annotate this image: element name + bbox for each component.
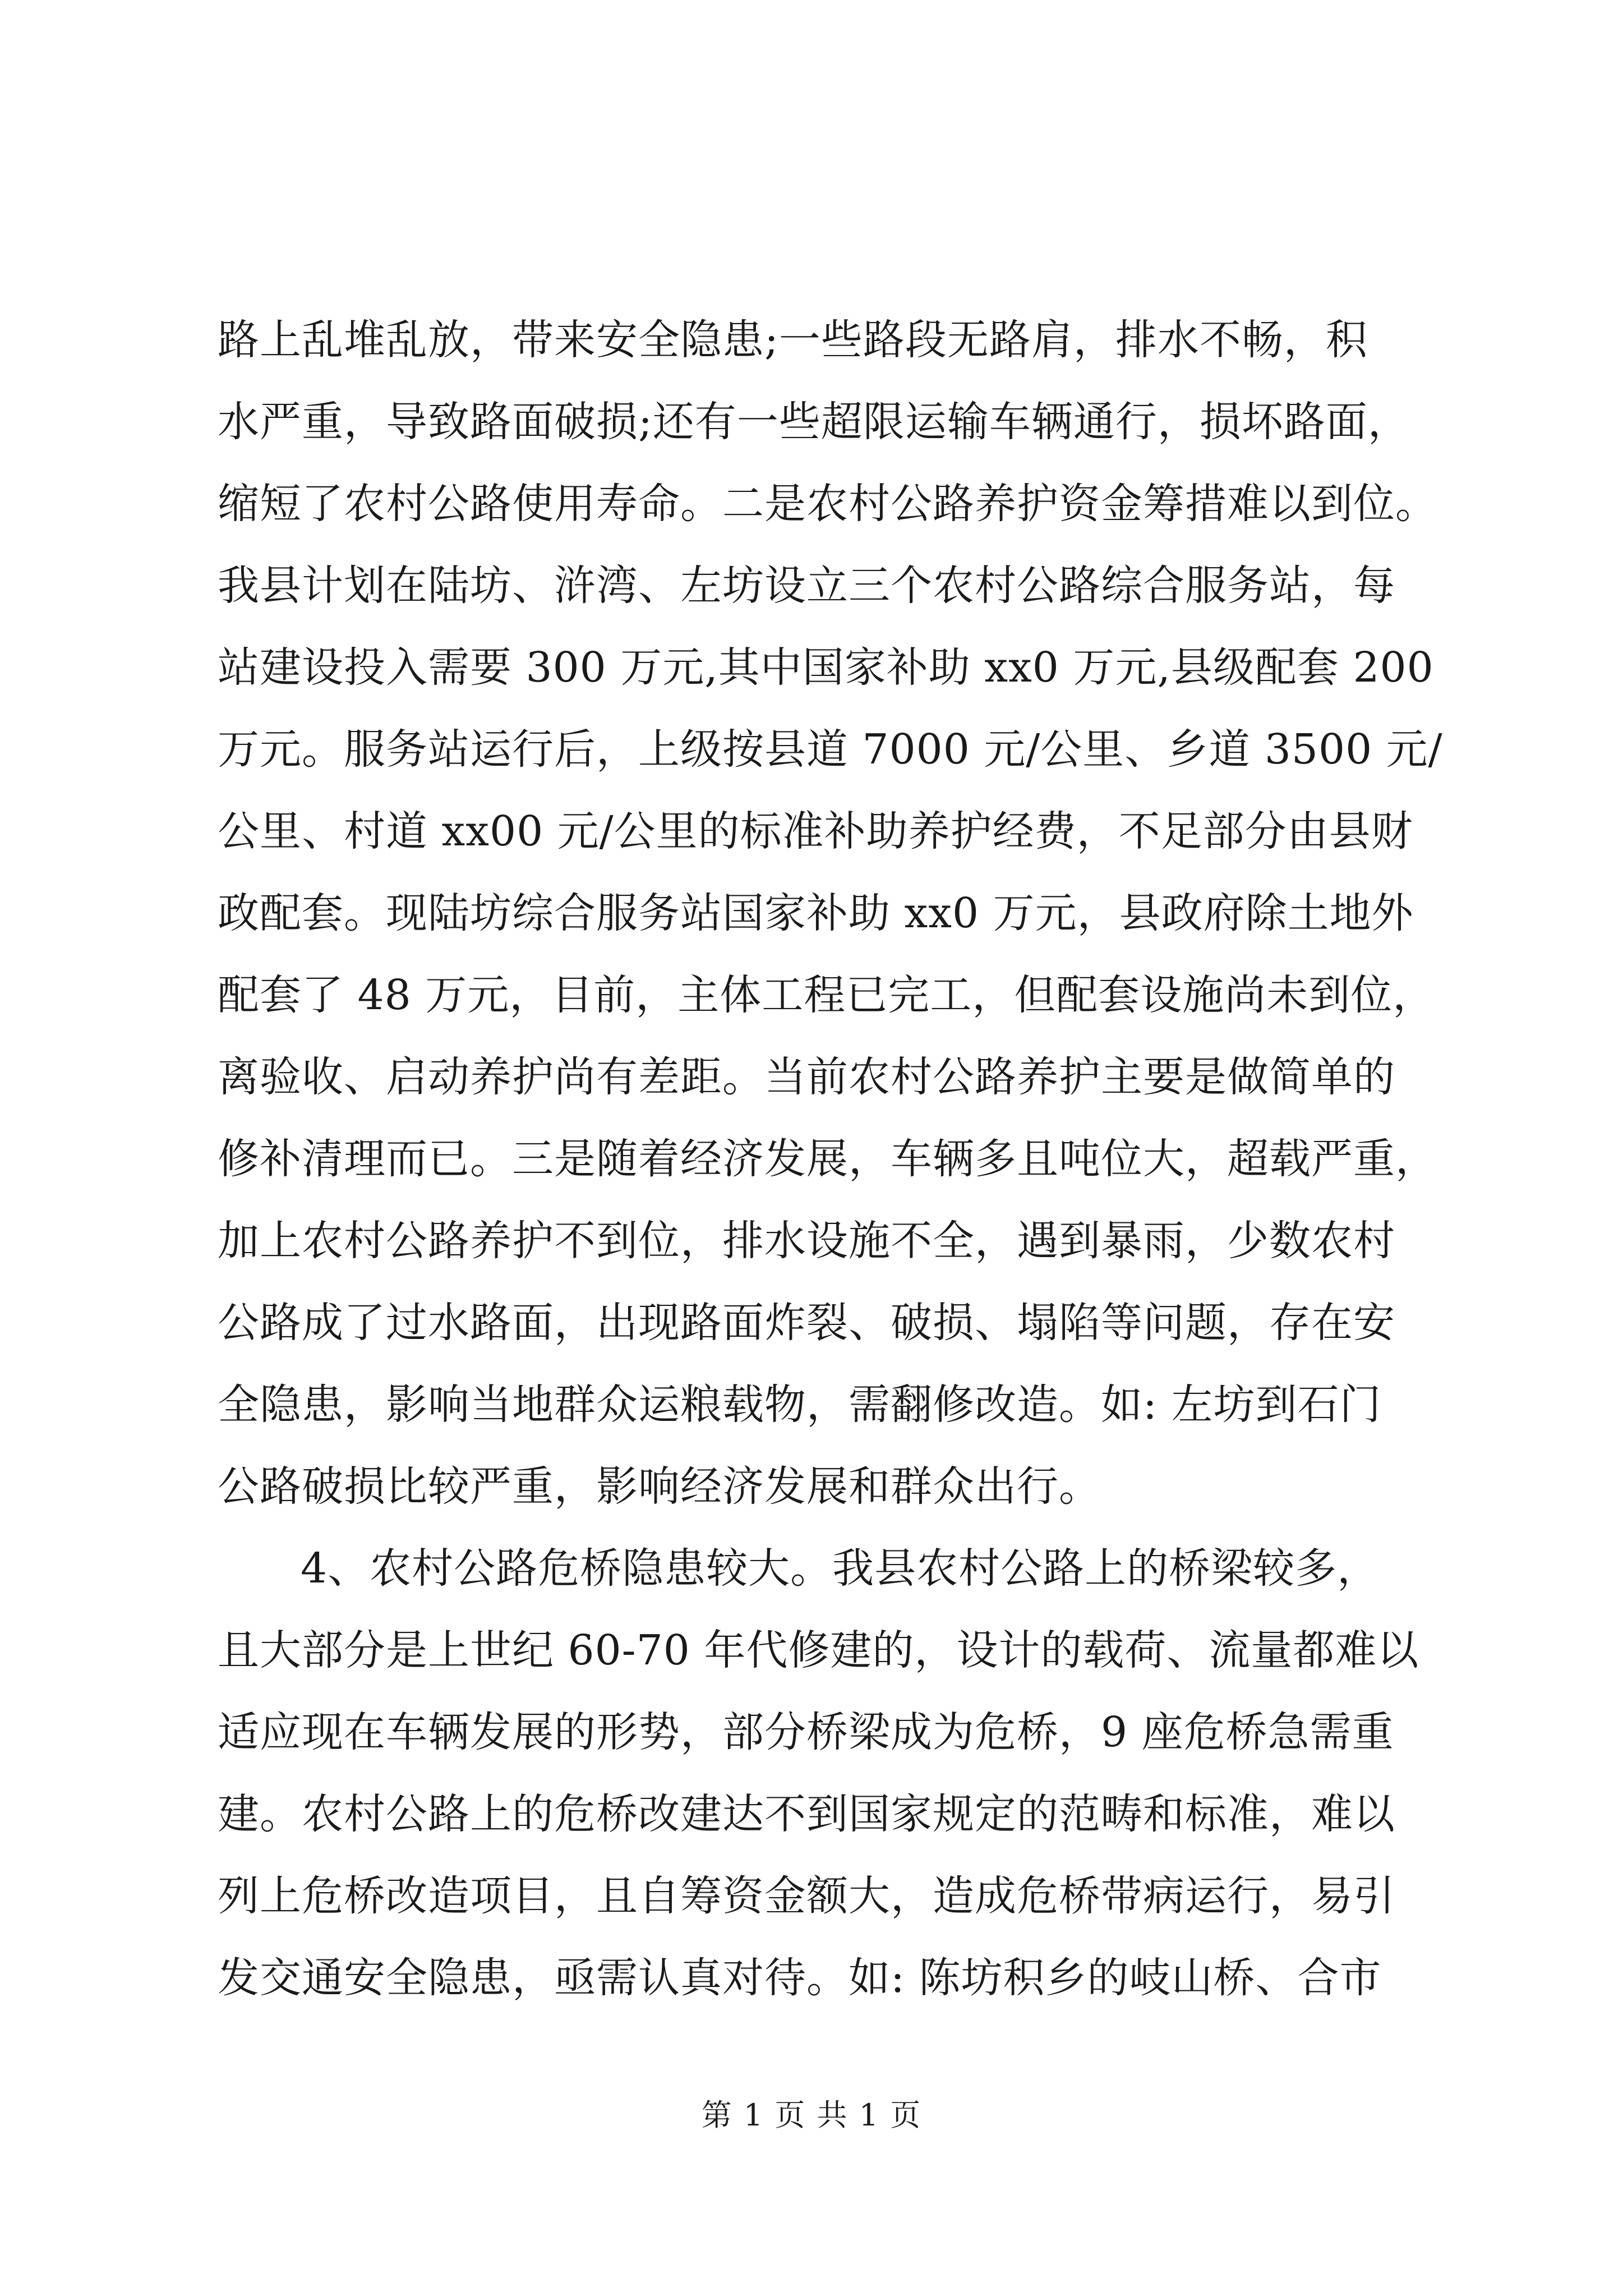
text-line: 建。农村公路上的危桥改建达不到国家规定的范畴和标准，难以 <box>218 1790 1395 1838</box>
text-line: 公里、村道 xx00 元/公里的标准补助养护经费，不足部分由县财 <box>218 807 1413 855</box>
text-line: 适应现在车辆发展的形势，部分桥梁成为危桥，9 座危桥急需重 <box>218 1708 1394 1756</box>
text-line: 公路破损比较严重，影响经济发展和群众出行。 <box>218 1462 1101 1511</box>
text-line: 我县计划在陆坊、浒湾、左坊设立三个农村公路综合服务站，每 <box>218 562 1395 610</box>
text-line: 列上危桥改造项目，且自筹资金额大，造成危桥带病运行，易引 <box>218 1872 1395 1920</box>
text-line: 修补清理而已。三是随着经济发展，车辆多且吨位大，超载严重， <box>218 1135 1437 1183</box>
text-line: 缩短了农村公路使用寿命。二是农村公路养护资金筹措难以到位。 <box>218 480 1437 528</box>
text-line: 万元。服务站运行后，上级按县道 7000 元/公里、乡道 3500 元/ <box>218 725 1443 774</box>
text-line: 发交通安全隐患，亟需认真对待。如: 陈坊积乡的岐山桥、合市 <box>218 1954 1382 2002</box>
text-line: 离验收、启动养护尚有差距。当前农村公路养护主要是做简单的 <box>218 1053 1395 1101</box>
body-text <box>218 300 1474 2019</box>
paragraph-start-line: 4、农村公路危桥隐患较大。我县农村公路上的桥梁较多， <box>301 1544 1380 1593</box>
text-line: 政配套。现陆坊综合服务站国家补助 xx0 万元，县政府除土地外 <box>218 889 1414 937</box>
text-line: 加上农村公路养护不到位，排水设施不全，遇到暴雨，少数农村 <box>218 1217 1395 1265</box>
text-line: 且大部分是上世纪 60-70 年代修建的，设计的载荷、流量都难以 <box>218 1626 1419 1674</box>
text-line: 站建设投入需要 300 万元,其中国家补助 xx0 万元,县级配套 200 <box>218 643 1434 692</box>
text-line: 全隐患，影响当地群众运粮载物，需翻修改造。如: 左坊到石门 <box>218 1381 1382 1429</box>
text-line: 配套了 48 万元，目前，主体工程已完工，但配套设施尚未到位， <box>218 971 1435 1019</box>
text-line: 公路成了过水路面，出现路面炸裂、破损、塌陷等问题，存在安 <box>218 1299 1395 1347</box>
text-line: 路上乱堆乱放，带来安全隐患;一些路段无路肩，排水不畅，积 <box>218 316 1368 364</box>
page-number-label: 第 1 页 共 1 页 <box>701 2097 922 2133</box>
text-line: 水严重，导致路面破损;还有一些超限运输车辆通行，损坏路面， <box>218 398 1410 446</box>
page-footer <box>0 2096 1623 2135</box>
